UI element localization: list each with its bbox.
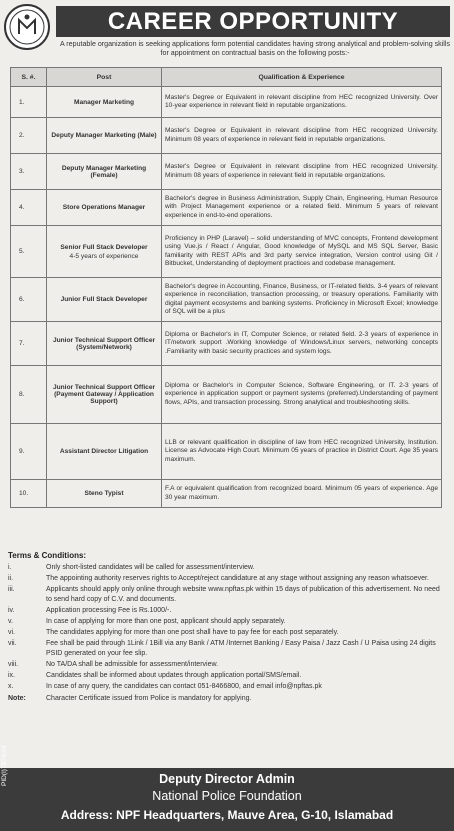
table-row	[11, 480, 442, 508]
term-text: No TA/DA shall be admissible for assessment/interview.	[46, 661, 219, 669]
term-number: ix.	[8, 672, 15, 680]
table-row	[11, 322, 442, 366]
term-text: Application processing Fee is Rs.1000/-.	[46, 607, 172, 615]
term-text: Applicants should apply only online through website www.npftas.pk within 15 days of publication of this advertisement. No need to send hard copy of C.V. and documents.	[46, 586, 440, 603]
list-item	[8, 574, 446, 584]
table-row	[11, 190, 442, 226]
qualification-text: Diploma or Bachelor's in IT, Computer Science, or related field. 2-3 years of experience in IT/network support .Working knowledge of Windows/Linux servers, networking concepts .Familiarity with basic security practices and system logs.	[162, 322, 442, 366]
term-number: i.	[8, 564, 12, 571]
row-number: 3.	[11, 154, 47, 190]
qualification-text: LLB or relevant qualification in discipline of law from HEC recognized University, Institution. License as Advocate High Court. Minimum 05 years of practice in District Court. Age 35 years maximum.	[162, 424, 442, 480]
qualification-text: Bachelor's degree in Business Administration, Supply Chain, Engineering, Human Resource with Project Management experience or a related field. Minimum 5 years of relevant experience in end-to-end operations.	[162, 190, 442, 226]
list-item	[8, 694, 446, 704]
table-row	[11, 366, 442, 424]
post-title: Steno Typist	[47, 480, 162, 508]
note-text: Character Certificate issued from Police is mandatory for applying.	[46, 694, 252, 702]
row-number: 4.	[11, 190, 47, 226]
post-title: Manager Marketing	[47, 87, 162, 118]
post-title: Junior Technical Support Officer (System/Network)	[47, 322, 162, 366]
term-number: vii.	[8, 640, 17, 648]
column-header-sn: S. #.	[11, 68, 47, 87]
post-title	[47, 226, 162, 278]
intro-text: A reputable organization is seeking applications form potential candidates having strong analytical and problem-solving skills for appointment on contractual basis on the following posts:-	[60, 40, 450, 58]
table-header-row	[11, 68, 442, 87]
list-item	[8, 682, 446, 692]
row-number: 8.	[11, 366, 47, 424]
page-title: CAREER OPPORTUNITY	[56, 6, 450, 37]
qualification-text: Master's Degree or Equivalent in relevant discipline from HEC recognized University. Minimum 08 years of experience in relevant field in reputable organizations.	[162, 154, 442, 190]
table-row	[11, 226, 442, 278]
qualification-text: Master's Degree or Equivalent in relevant discipline from HEC recognized University. Minimum 08 years of experience in relevant field in reputable organizations.	[162, 118, 442, 154]
term-number: iv.	[8, 607, 15, 615]
term-text: Candidates shall be informed about updates through application portal/SMS/email.	[46, 672, 302, 680]
term-number: x.	[8, 683, 14, 691]
term-text: Only short-listed candidates will be called for assessment/interview.	[46, 564, 255, 571]
list-item	[8, 639, 446, 659]
post-title: Junior Full Stack Developer	[47, 278, 162, 322]
qualification-text: Master's Degree or Equivalent in relevant discipline from HEC recognized University. Over 10-year experience in relevant field in reputable organizations.	[162, 87, 442, 118]
publication-code: PID(I)7874/24	[1, 745, 8, 786]
post-title: Store Operations Manager	[47, 190, 162, 226]
row-number: 7.	[11, 322, 47, 366]
table-row	[11, 87, 442, 118]
term-number: vi.	[8, 629, 15, 637]
list-item	[8, 585, 446, 605]
row-number: 5.	[11, 226, 47, 278]
list-item	[8, 563, 446, 573]
posts-table	[10, 67, 442, 508]
table-row	[11, 154, 442, 190]
list-item	[8, 660, 446, 670]
table-row	[11, 278, 442, 322]
term-number: ii.	[8, 575, 14, 583]
npf-logo	[4, 4, 50, 50]
footer-address: Address: NPF Headquarters, Mauve Area, G-10, Islamabad	[60, 808, 394, 822]
term-text: The appointing authority reserves rights to Accept/reject candidature at any stage without assigning any reason whatsoever.	[46, 575, 429, 583]
post-title: Junior Technical Support Officer (Payment Gateway / Application Support)	[47, 366, 162, 424]
column-header-post: Post	[47, 68, 162, 87]
term-number: viii.	[8, 661, 19, 669]
qualification-text: Bachelor's degree in Accounting, Finance, Business, or IT-related fields. 3-4 years of relevant experience in reconciliation, transaction processing, or treasury operations. Familiarity with digital payment ecosystems and banking systems. Proficiency in Microsoft Excel; knowledge of SQL will be a plus	[162, 278, 442, 322]
terms-list	[8, 563, 446, 705]
post-title: Deputy Manager Marketing (Male)	[47, 118, 162, 154]
qualification-text: F.A or equivalent qualification from recognized board. Minimum 05 years of experience. Age 30 year maximum.	[162, 480, 442, 508]
list-item	[8, 617, 446, 627]
row-number: 10.	[11, 480, 47, 508]
footer-designation: Deputy Director Admin	[159, 772, 295, 786]
column-header-qualification: Qualification & Experience	[162, 68, 442, 87]
row-number: 2.	[11, 118, 47, 154]
list-item	[8, 628, 446, 638]
table-row	[11, 118, 442, 154]
list-item	[8, 671, 446, 681]
note-label: Note:	[8, 694, 26, 702]
qualification-text: Proficiency in PHP (Laravel) – solid understanding of MVC concepts, Frontend development using Vue.js / React / Angular, Good knowledge of MySQL and MS SQL Server, Basic familiarity with REST APIs and 3rd party service integration, Version control using Git / Bitbucket, Understanding of deployment practices and codebase management.	[162, 226, 442, 278]
term-number: iii.	[8, 586, 15, 594]
footer-organization: National Police Foundation	[152, 789, 302, 803]
row-number: 6.	[11, 278, 47, 322]
row-number: 9.	[11, 424, 47, 480]
term-text: Fee shall be paid through 1Link / 1Bill via any Bank / ATM /Internet Banking / Easy Paisa / Jazz Cash / U Paisa using 24 digits PSID generated on your fee slip.	[46, 640, 436, 658]
term-text: In case of applying for more than one post, applicant should apply separately.	[46, 618, 286, 626]
term-number: v.	[8, 618, 13, 626]
post-title-label: Senior Full Stack Developer	[60, 243, 148, 251]
term-text: The candidates applying for more than one post shall have to pay fee for each post separately.	[46, 629, 339, 637]
table-row	[11, 424, 442, 480]
row-number: 1.	[11, 87, 47, 118]
list-item	[8, 606, 446, 616]
qualification-text: Diploma or Bachelor's in Computer Science, Software Engineering, or IT. 2-3 years of experience in application support or payment systems (preferred).Understanding of payment flows, APIs, and transaction processing. Strong analytical and troubleshooting skills.	[162, 366, 442, 424]
term-text: In case of any query, the candidates can contact 051-8466800, and email info@npftas.pk	[46, 683, 322, 691]
post-title: Deputy Manager Marketing (Female)	[47, 154, 162, 190]
terms-heading: Terms & Conditions:	[8, 551, 87, 560]
post-subtitle: 4-5 years of experience	[69, 252, 139, 260]
post-title: Assistant Director Litigation	[47, 424, 162, 480]
